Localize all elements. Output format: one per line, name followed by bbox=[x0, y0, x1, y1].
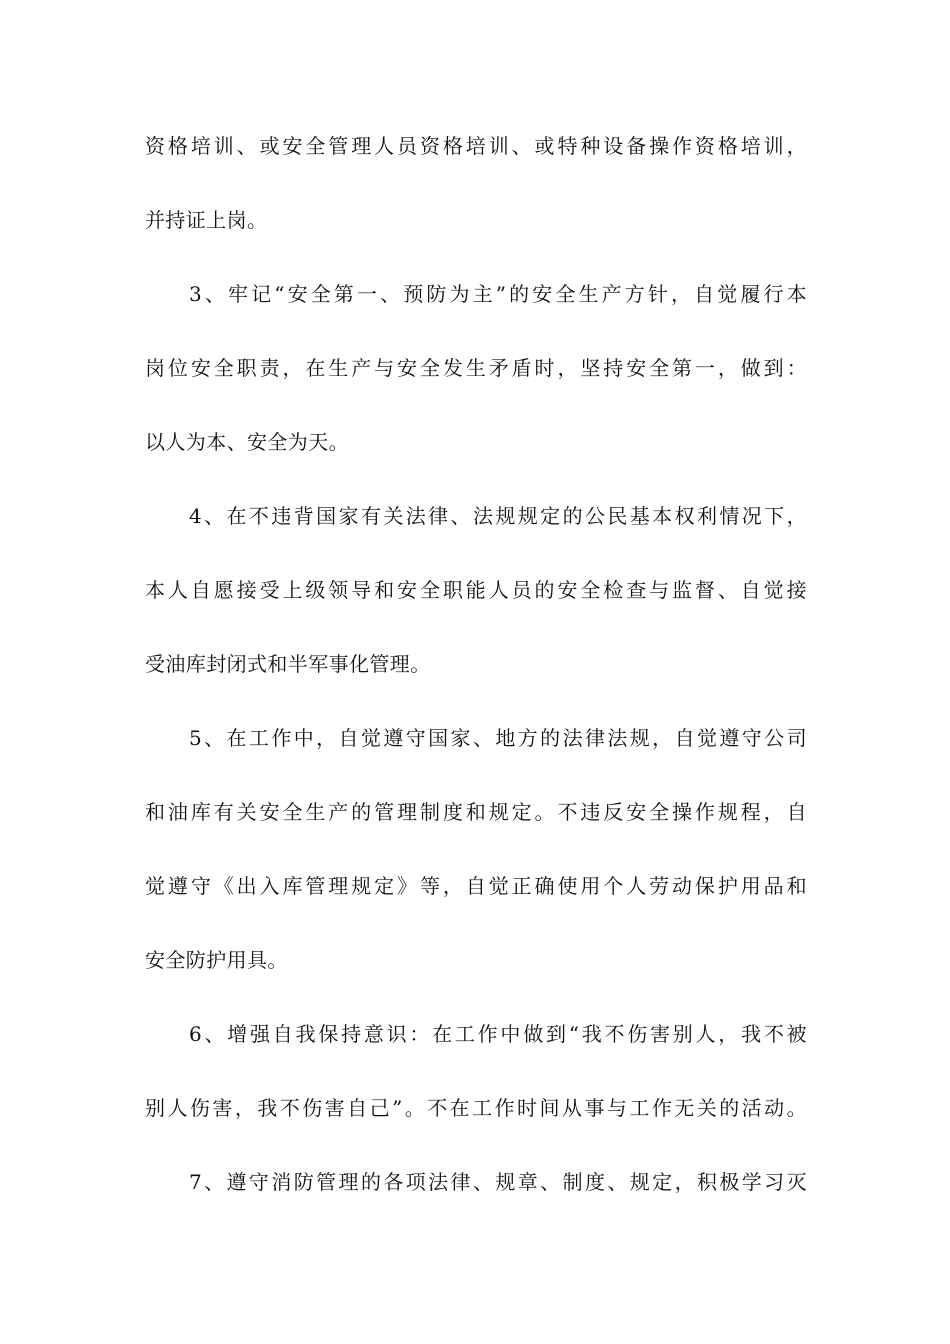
text-line: 和油库有关安全生产的管理制度和规定。不违反安全操作规程，自 bbox=[145, 800, 807, 824]
paragraph-3-start: 3、牢记“安全第一、预防为主”的安全生产方针，自觉履行本 bbox=[189, 282, 807, 306]
paragraph-4-start: 4、在不违背国家有关法律、法规规定的公民基本权利情况下， bbox=[189, 504, 807, 528]
text-line: 安全防护用具。 bbox=[145, 948, 288, 972]
text-line: 别人伤害，我不伤害自己”。不在工作时间从事与工作无关的活动。 bbox=[145, 1096, 807, 1120]
text-line: 本人自愿接受上级领导和安全职能人员的安全检查与监督、自觉接 bbox=[145, 578, 807, 602]
paragraph-5-start: 5、在工作中，自觉遵守国家、地方的法律法规，自觉遵守公司 bbox=[189, 726, 807, 750]
text-line: 觉遵守《出入库管理规定》等，自觉正确使用个人劳动保护用品和 bbox=[145, 874, 807, 898]
text-line: 岗位安全职责，在生产与安全发生矛盾时，坚持安全第一，做到： bbox=[145, 356, 807, 380]
text-line: 以人为本、安全为天。 bbox=[145, 430, 349, 454]
document-body bbox=[145, 116, 807, 1226]
text-line: 受油库封闭式和半军事化管理。 bbox=[145, 652, 431, 676]
paragraph-6-start: 6、增强自我保持意识：在工作中做到“我不伤害别人，我不被 bbox=[189, 1022, 807, 1046]
text-line: 并持证上岗。 bbox=[145, 208, 268, 232]
paragraph-7-start: 7、遵守消防管理的各项法律、规章、制度、规定，积极学习灭 bbox=[189, 1170, 807, 1194]
text-line: 资格培训、或安全管理人员资格培训、或特种设备操作资格培训， bbox=[145, 134, 807, 158]
